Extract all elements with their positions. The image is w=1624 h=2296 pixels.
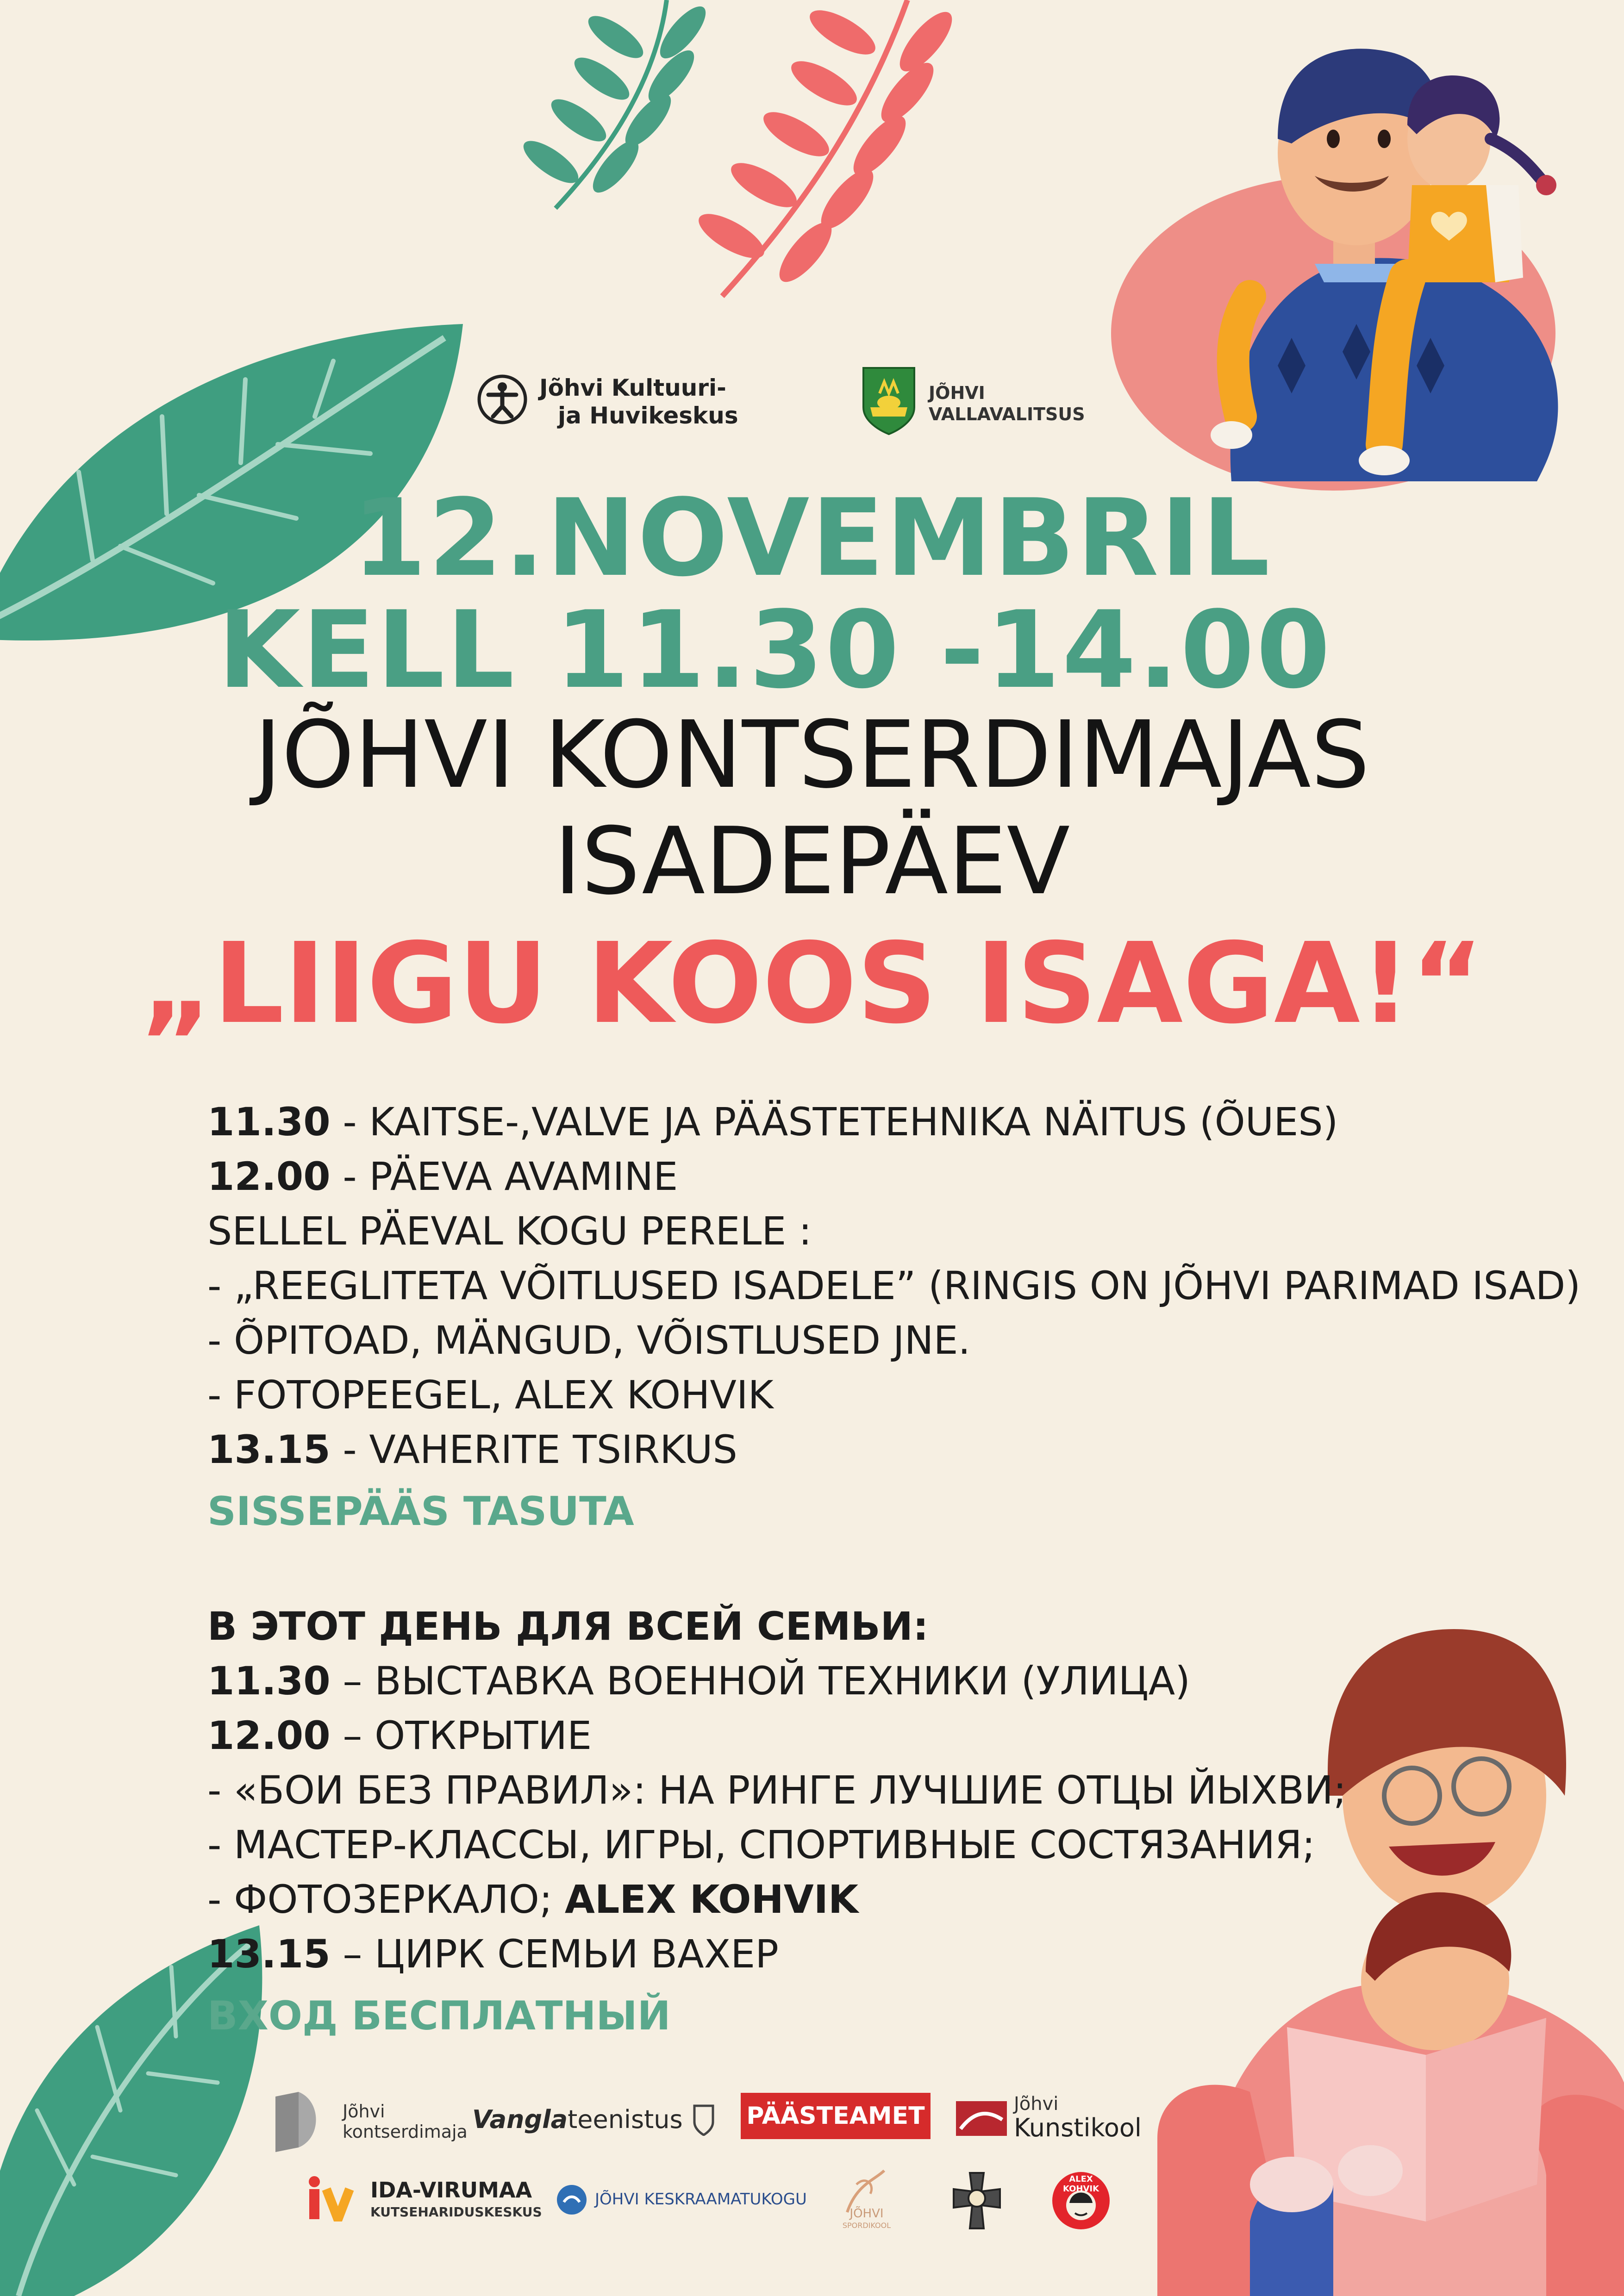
vallavalitsus-line2: VALLAVALITSUS	[929, 404, 1085, 424]
program-text: - KAITSE-,VALVE JA PÄÄSTETEHNIKA NÄITUS (ÕUES)	[330, 1099, 1338, 1145]
spordikool-logo-text	[839, 2208, 894, 2232]
program-text: - ÕPITOAD, MÄNGUD, VÕISTLUSED JNE.	[207, 1318, 971, 1363]
program-russian	[207, 1599, 1578, 2055]
program-time: 13.15	[207, 1427, 331, 1472]
program-text: - „REEGLITETA VÕITLUSED ISADELE” (RINGIS ON JÕHVI PARIMAD ISAD)	[207, 1263, 1581, 1308]
program-line	[207, 1095, 1578, 1149]
program-line	[207, 1654, 1578, 1708]
program-line	[207, 1872, 1578, 1927]
program-time: 12.00	[207, 1713, 331, 1758]
kultuurikeskus-line2: ja Huvikeskus	[558, 402, 738, 429]
idavirumaa-line1: IDA-VIRUMAA	[370, 2178, 532, 2203]
program-line	[207, 1763, 1578, 1817]
event-title: ISADEPÄEV	[554, 808, 1070, 915]
program-text: – ЦИРК СЕМЬИ ВАХЕР	[330, 1931, 779, 1977]
idavirumaa-line2: KUTSEHARIDUSKESKUS	[370, 2204, 542, 2220]
program-line	[207, 1368, 1578, 1422]
free-entry-russian: ВХОД БЕСПЛАТНЫЙ	[207, 1993, 671, 2039]
program-time: 11.30	[207, 1099, 331, 1145]
kultuurikeskus-line1: Jõhvi Kultuuri-	[539, 374, 726, 401]
event-date: 12.NOVEMBRIL	[352, 477, 1272, 600]
vanglateenistus-part1: Vangla	[472, 2105, 568, 2134]
kontserdimaja-line2: kontserdimaja	[343, 2122, 468, 2142]
kunstikool-line1: Jõhvi	[1014, 2093, 1059, 2115]
program-line	[207, 1313, 1578, 1368]
alex-kohvik-logo-text: ALEX KOHVIK	[1062, 2174, 1099, 2194]
keskraamatukogu-logo-text: JÕHVI KESKRAAMATUKOGU	[595, 2190, 807, 2209]
program-heading-text: В ЭТОТ ДЕНЬ ДЛЯ ВСЕЙ СЕМЬИ:	[207, 1604, 929, 1649]
event-time: KELL 11.30 -14.00	[218, 589, 1332, 712]
event-motto: „LIIGU KOOS ISAGA!“	[140, 919, 1484, 1048]
program-text: - ФОТОЗЕРКАЛО;	[207, 1877, 565, 1922]
keskraamatukogu-logo-icon	[556, 2184, 588, 2216]
vallavalitsus-line1: JÕHVI	[929, 383, 985, 403]
program-line	[207, 1927, 1578, 1981]
program-time: 13.15	[207, 1931, 331, 1977]
idavirumaa-logo-icon	[306, 2175, 366, 2221]
program-text: - VAHERITE TSIRKUS	[330, 1427, 737, 1472]
program-text: - FOTOPEEGEL, ALEX KOHVIK	[207, 1372, 774, 1418]
vanglateenistus-crest-icon	[692, 2103, 715, 2136]
father-daughter-illustration	[1111, 49, 1558, 491]
program-line	[207, 1817, 1578, 1872]
kunstikool-logo-text	[1014, 2092, 1142, 2140]
program-line	[207, 1422, 1578, 1477]
vanglateenistus-logo	[472, 2105, 683, 2134]
program-heading-russian	[207, 1599, 1578, 1654]
program-estonian	[207, 1095, 1581, 1551]
kontserdimaja-logo-text	[343, 2101, 468, 2142]
kunstikool-logo-icon	[956, 2092, 1007, 2138]
program-text: - «БОИ БЕЗ ПРАВИЛ»: НА РИНГЕ ЛУЧШИЕ ОТЦЫ ЙЫХВИ;	[207, 1767, 1347, 1813]
kunstikool-line2: Kunstikool	[1014, 2113, 1142, 2142]
kultuurikeskus-logo-text	[539, 374, 738, 429]
red-branch-illustration	[693, 0, 961, 296]
program-text: - PÄEVA AVAMINE	[330, 1154, 678, 1199]
alex-kohvik-logo	[1051, 2171, 1111, 2231]
program-line	[207, 1149, 1578, 1204]
program-line	[207, 1204, 1578, 1258]
spordikool-line2: SPORDIKOOL	[842, 2221, 891, 2230]
program-text: - МАСТЕР-КЛАССЫ, ИГРЫ, СПОРТИВНЫЕ СОСТЯЗАНИЯ;	[207, 1822, 1315, 1867]
kontserdimaja-line1: Jõhvi	[343, 2101, 385, 2122]
program-time: 11.30	[207, 1658, 331, 1704]
program-time: 12.00	[207, 1154, 331, 1199]
kontserdimaja-logo-icon	[271, 2092, 322, 2152]
program-text-bold: ALEX KOHVIK	[564, 1877, 859, 1922]
program-text: – ВЫСТАВКА ВОЕННОЙ ТЕХНИКИ (УЛИЦА)	[330, 1658, 1191, 1704]
vallavalitsus-logo-text	[929, 382, 1085, 425]
vanglateenistus-part2: teenistus	[568, 2105, 683, 2134]
program-text: SELLEL PÄEVAL KOGU PERELE :	[207, 1208, 812, 1254]
vallavalitsus-coat-of-arms-icon	[861, 366, 917, 435]
program-line	[207, 1708, 1578, 1763]
program-line	[207, 1258, 1581, 1313]
green-branch-illustration	[518, 0, 713, 208]
military-cross-emblem-icon	[949, 2171, 1005, 2231]
kultuurikeskus-logo-icon	[477, 374, 528, 425]
spordikool-line1: JÕHVI	[849, 2207, 884, 2221]
free-entry-estonian: SISSEPÄÄS TASUTA	[207, 1488, 634, 1535]
idavirumaa-logo-text	[370, 2179, 542, 2223]
program-text: – ОТКРЫТИЕ	[330, 1713, 592, 1758]
paasteamet-logo: PÄÄSTEAMET	[741, 2093, 931, 2139]
event-venue: JÕHVI KONTSERDIMAJAS	[254, 701, 1370, 809]
